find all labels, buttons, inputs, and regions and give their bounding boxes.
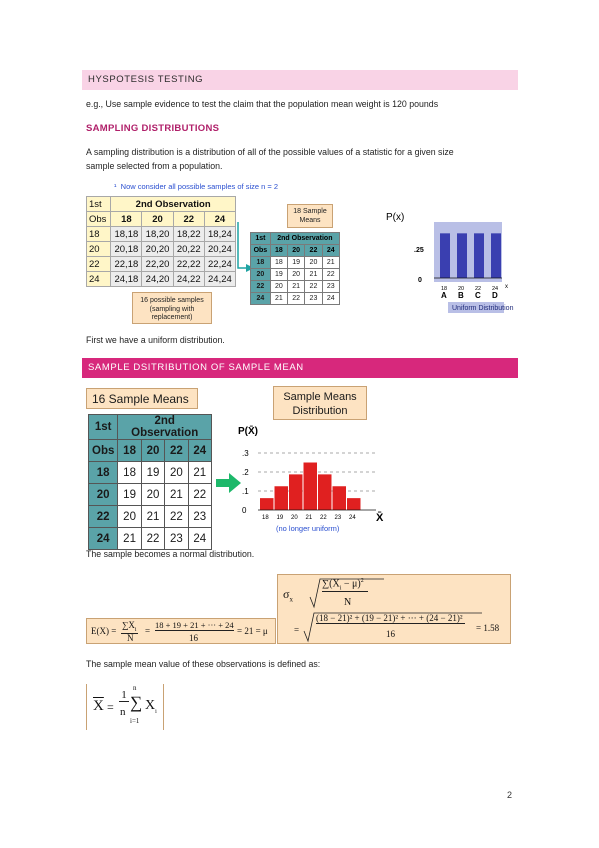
row-header: 18 (87, 227, 111, 242)
col-header: 24 (322, 245, 339, 257)
sd-num-b: − μ) (343, 578, 361, 590)
means-table-large (88, 414, 212, 550)
col-header: 18 (118, 440, 141, 462)
normal-text: The sample becomes a normal distribution. (86, 549, 255, 559)
table-cell: 20 (305, 257, 322, 269)
row-header: 24 (87, 272, 111, 287)
x-tick-label: 24 (492, 286, 499, 292)
table-cell: 22 (141, 528, 164, 550)
ex-sum-sub: i (134, 626, 137, 633)
y-tick-label: 0 (242, 506, 247, 515)
corner-cell: 1st (87, 197, 111, 212)
note-text: Now consider all possible samples of size n = 2 (120, 182, 279, 191)
table-cell: 18,24 (204, 227, 235, 242)
table-cell: 20 (118, 506, 141, 528)
xi-letter: X (145, 698, 156, 713)
definition-line-1: A sampling distribution is a distribution of all of the possible values of a statistic for a given size (86, 147, 454, 157)
x-tick-label: 20 (291, 515, 298, 521)
row-header: 20 (251, 269, 271, 281)
x-tick-label: 18 (441, 286, 448, 292)
table-row (87, 257, 236, 272)
col-header: 22 (173, 212, 204, 227)
table-cell: 23 (322, 281, 339, 293)
col-header: 20 (288, 245, 305, 257)
ex-denominator: 16 (189, 633, 198, 643)
bar (289, 474, 303, 510)
x-tick-label: 23 (334, 515, 342, 521)
obs-label: Obs (251, 245, 271, 257)
bar (333, 486, 347, 510)
table-row (87, 272, 236, 287)
table-cell: 19 (118, 484, 141, 506)
row-header: 22 (87, 257, 111, 272)
bar (474, 233, 484, 278)
table-cell: 21 (270, 293, 287, 305)
figure-note (114, 182, 278, 191)
table-cell: 22 (288, 293, 305, 305)
section-title: HYSPOTESIS TESTING (88, 74, 204, 85)
table-row (87, 242, 236, 257)
table-cell: 20 (288, 269, 305, 281)
table-cell: 23 (165, 528, 188, 550)
ex-result: = 21 = μ (237, 626, 268, 636)
ex-lhs: E(X) = (91, 626, 117, 636)
table-cell: 21 (288, 281, 305, 293)
sample-means-callout: 18 Sample Means (287, 204, 333, 228)
x-tick-label: 24 (349, 515, 356, 521)
ex-sum (121, 620, 138, 634)
x-tick-label: 22 (475, 286, 482, 292)
table-cell: 24 (188, 528, 211, 550)
table-row (89, 506, 212, 528)
corner-cell: 1st (251, 233, 271, 245)
xi (145, 698, 157, 715)
x-tick-label: 18 (262, 515, 269, 521)
table-cell: 24,20 (142, 272, 173, 287)
row-header: 18 (89, 462, 118, 484)
table-cell: 24,24 (204, 272, 235, 287)
category-letter: A (441, 291, 447, 300)
bullet: ¹ (114, 182, 117, 191)
equals: = (145, 626, 151, 636)
x-tick-label: 22 (320, 515, 327, 521)
table-cell: 21 (322, 257, 339, 269)
sigma: σ (283, 587, 290, 601)
table-cell: 21 (165, 484, 188, 506)
row-header: 20 (87, 242, 111, 257)
table-cell: 22 (165, 506, 188, 528)
x-axis-label: x (505, 284, 508, 290)
row-header: 22 (89, 506, 118, 528)
y-tick-label: .2 (242, 468, 249, 477)
sd-num-a: ∑(X (322, 578, 340, 590)
y-tick-label: 0 (418, 277, 422, 284)
sigma-sub: x (289, 595, 293, 604)
sd-result: = 1.58 (476, 623, 500, 633)
table-row (251, 257, 340, 269)
table-cell: 19 (288, 257, 305, 269)
example-text: e.g., Use sample evidence to test the claim that the population mean weight is 120 pounds (86, 99, 439, 109)
second-obs-header: 2nd Observation (118, 415, 212, 440)
table-cell: 20,20 (142, 242, 173, 257)
n-denominator: n (120, 706, 126, 718)
page-number: 2 (507, 790, 513, 800)
table-row (251, 269, 340, 281)
col-header: 24 (204, 212, 235, 227)
col-header: 20 (141, 440, 164, 462)
y-tick-label: .25 (414, 247, 424, 254)
col-header: 24 (188, 440, 211, 462)
mean-text: The sample mean value of these observations is defined as: (86, 659, 321, 669)
row-header: 20 (89, 484, 118, 506)
sigma-symbol (283, 587, 293, 603)
col-header: 18 (111, 212, 142, 227)
table-cell: 22,20 (142, 257, 173, 272)
sd-denominator: N (344, 597, 352, 608)
bar (260, 498, 274, 510)
col-header: 22 (165, 440, 188, 462)
sample-mean-distribution-chart (236, 424, 394, 540)
table-cell: 22 (322, 269, 339, 281)
sd-num-sup: 2 (360, 578, 364, 584)
table-row (89, 484, 212, 506)
row-header: 24 (89, 528, 118, 550)
x-tick-label: 21 (305, 515, 313, 521)
equals: = (107, 700, 114, 714)
table-cell: 23 (305, 293, 322, 305)
sd-expression: (18 − 21)² + (19 − 21)² + ··· + (24 − 21)² (316, 613, 463, 623)
xbar: $\overline{X}$ (93, 698, 104, 714)
equals: = (294, 625, 300, 635)
row-header: 18 (251, 257, 271, 269)
ex-n: N (127, 633, 134, 643)
table-cell: 18,22 (173, 227, 204, 242)
y-axis-label: P(X̄) (238, 426, 258, 437)
table-cell: 18 (118, 462, 141, 484)
bar (347, 498, 361, 510)
chart-caption: (no longer uniform) (276, 524, 340, 533)
col-header: 18 (270, 245, 287, 257)
samples-table (86, 196, 236, 287)
sampling-heading: SAMPLING DISTRIBUTIONS (86, 123, 220, 134)
table-cell: 18,20 (142, 227, 173, 242)
sixteen-means-box: 16 Sample Means (86, 388, 198, 409)
table-cell: 21 (188, 462, 211, 484)
table-cell: 18 (270, 257, 287, 269)
col-header: 20 (142, 212, 173, 227)
table-row (251, 281, 340, 293)
one: 1 (119, 689, 129, 702)
category-letter: C (475, 291, 481, 300)
category-letter: D (492, 291, 498, 300)
bar (457, 233, 467, 278)
sum-top: n (133, 684, 137, 692)
section-header-hypothesis (82, 70, 518, 90)
bar (318, 474, 332, 510)
samples-callout: 16 possible samples (sampling with replacement) (132, 292, 212, 324)
bar (275, 486, 289, 510)
category-letter: B (458, 291, 464, 300)
table-cell: 22 (305, 281, 322, 293)
table-row (251, 293, 340, 305)
table-cell: 24,18 (111, 272, 142, 287)
table-cell: 22,22 (173, 257, 204, 272)
box-line-1: Sample Means (283, 391, 357, 403)
sd-num-sub: i (339, 585, 342, 592)
table-cell: 20 (165, 462, 188, 484)
uniform-distribution-chart (342, 210, 514, 322)
ex-numerator: 18 + 19 + 21 + ··· + 24 (155, 620, 234, 630)
chart-caption: Uniform Distribution (452, 305, 514, 312)
table-cell: 21 (305, 269, 322, 281)
sd-denominator-2: 16 (386, 629, 395, 639)
table-cell: 19 (270, 269, 287, 281)
row-header: 24 (251, 293, 271, 305)
bar (440, 233, 450, 278)
mean-formula (86, 684, 164, 730)
table-cell: 20,22 (173, 242, 204, 257)
x-tick-label: 19 (276, 515, 284, 521)
second-obs-header: 2nd Observation (270, 233, 339, 245)
table-cell: 21 (141, 506, 164, 528)
y-tick-label: .1 (242, 487, 249, 496)
table-cell: 23 (188, 506, 211, 528)
table-cell: 22,18 (111, 257, 142, 272)
second-obs-header: 2nd Observation (111, 197, 236, 212)
section-title: SAMPLE DSITRIBUTION OF SAMPLE MEAN (88, 362, 304, 373)
table-cell: 21 (118, 528, 141, 550)
table-cell: 20 (270, 281, 287, 293)
obs-label: Obs (89, 440, 118, 462)
expected-value-formula (86, 618, 276, 644)
definition-line-2: sample selected from a population. (86, 161, 223, 171)
table-cell: 18,18 (111, 227, 142, 242)
means-table-small (250, 232, 340, 305)
obs-label: Obs (87, 212, 111, 227)
means-distribution-box (273, 386, 367, 420)
sum-sign: ∑ (130, 693, 143, 712)
table-cell: 19 (141, 462, 164, 484)
ex-sum-text: ∑X (122, 620, 135, 630)
table-cell: 20,18 (111, 242, 142, 257)
sum-bottom: i=1 (130, 717, 140, 725)
row-header: 22 (251, 281, 271, 293)
std-dev-formula (277, 574, 511, 644)
x-axis-label: X̄ (376, 512, 384, 524)
bar (491, 233, 501, 278)
col-header: 22 (305, 245, 322, 257)
table-row (89, 462, 212, 484)
y-tick-label: .3 (242, 449, 249, 458)
section-header-sample-mean (82, 358, 518, 378)
xi-sub: i (155, 708, 157, 715)
table-cell: 24,22 (173, 272, 204, 287)
uniform-text: First we have a uniform distribution. (86, 335, 225, 345)
table-cell: 20,24 (204, 242, 235, 257)
corner-cell: 1st (89, 415, 118, 440)
box-line-2: Distribution (292, 405, 348, 417)
figure-sampling (84, 180, 514, 328)
table-cell: 20 (141, 484, 164, 506)
definition-paragraph (86, 145, 518, 173)
table-row (87, 227, 236, 242)
x-tick-label: 20 (458, 286, 465, 292)
table-cell: 22 (188, 484, 211, 506)
table-cell: 24 (322, 293, 339, 305)
bar (304, 463, 318, 511)
y-axis-label: P(x) (386, 212, 405, 223)
sd-numerator (322, 578, 368, 592)
table-cell: 22,24 (204, 257, 235, 272)
